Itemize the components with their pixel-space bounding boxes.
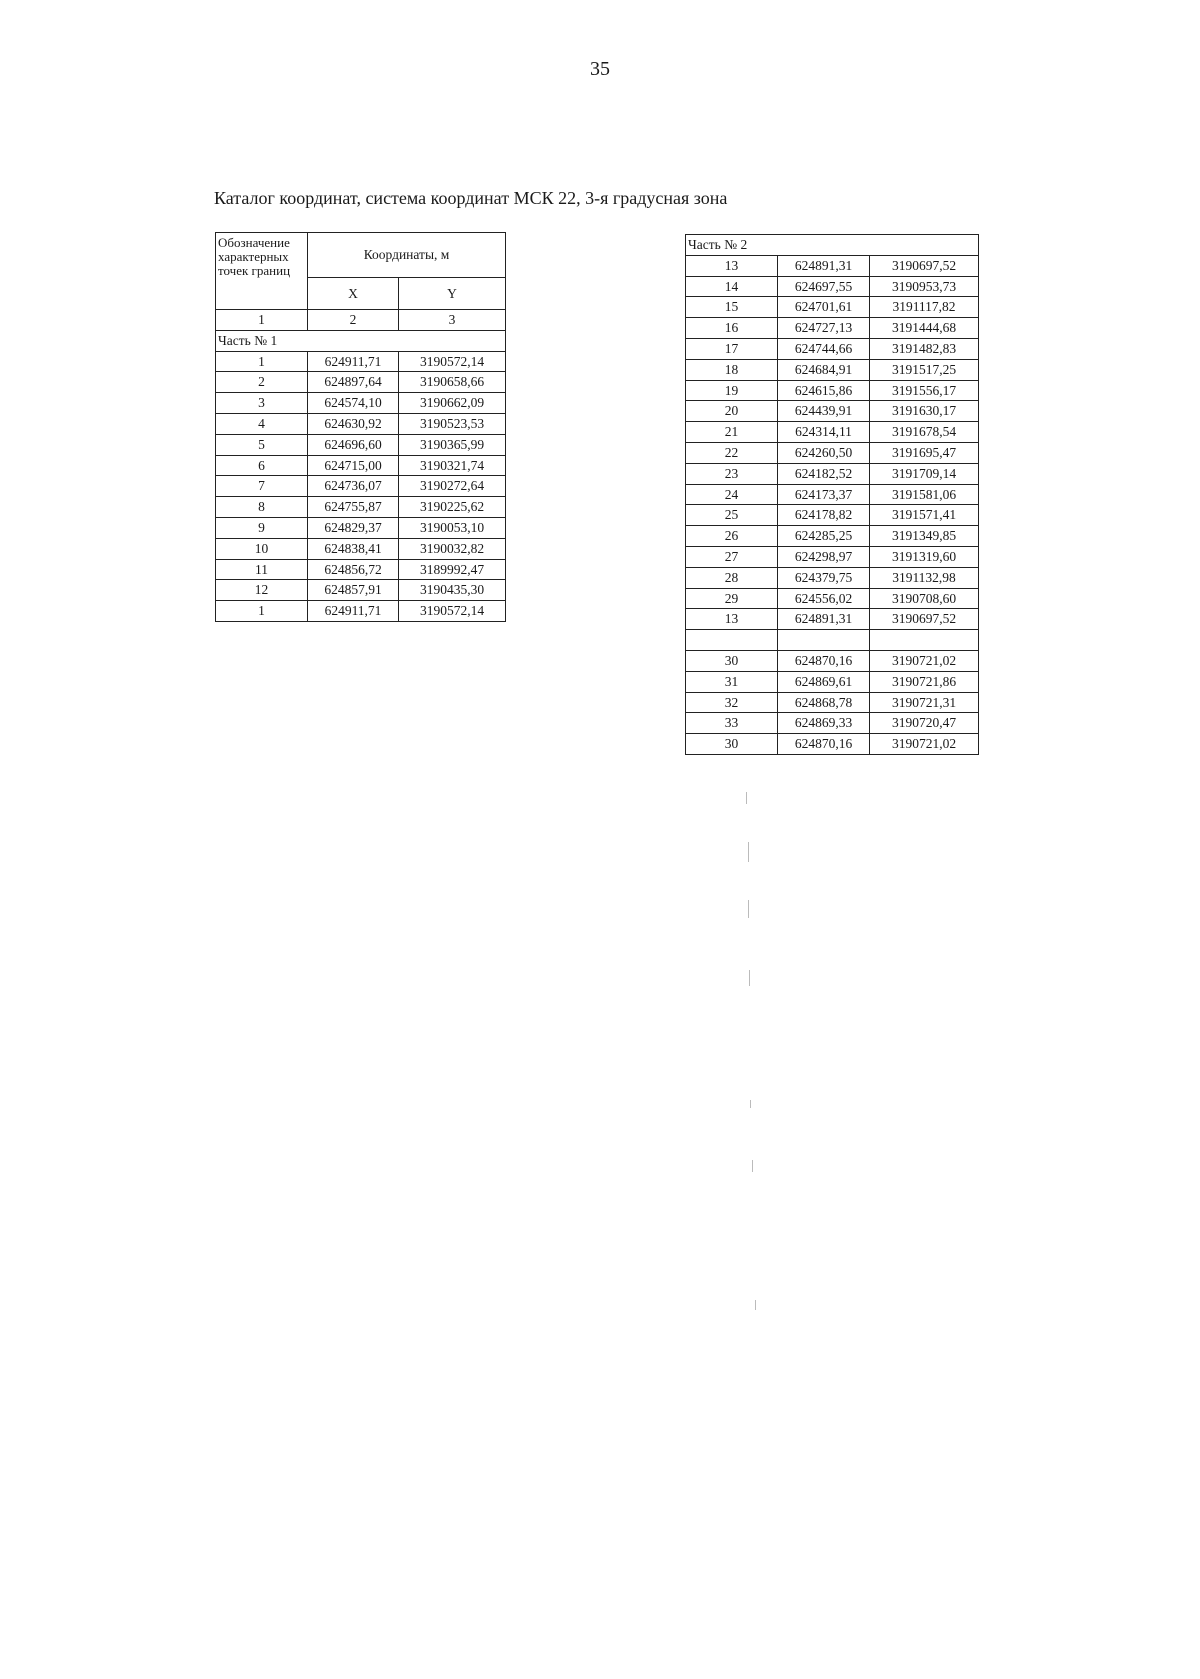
table-row — [686, 630, 979, 651]
x-coordinate: 624439,91 — [778, 401, 870, 422]
x-coordinate: 624869,61 — [778, 671, 870, 692]
table-row — [686, 318, 979, 339]
x-coordinate: 624856,72 — [308, 559, 399, 580]
y-coordinate: 3190721,31 — [870, 692, 979, 713]
point-number — [686, 630, 778, 651]
page-number: 35 — [590, 58, 610, 80]
y-coordinate: 3190523,53 — [399, 413, 506, 434]
point-number: 26 — [686, 526, 778, 547]
table-row — [686, 692, 979, 713]
y-coordinate: 3191444,68 — [870, 318, 979, 339]
point-number: 7 — [216, 476, 308, 497]
table-row — [216, 601, 506, 622]
x-coordinate: 624556,02 — [778, 588, 870, 609]
x-coordinate: 624574,10 — [308, 393, 399, 414]
coordinates-table-part-1 — [215, 232, 506, 622]
y-coordinate: 3191117,82 — [870, 297, 979, 318]
column-number-row — [216, 310, 506, 331]
part-label-row — [216, 330, 506, 351]
point-number: 13 — [686, 255, 778, 276]
scan-artifact — [748, 842, 749, 862]
table-row — [686, 505, 979, 526]
table-row — [686, 734, 979, 755]
table-row — [686, 422, 979, 443]
point-number: 25 — [686, 505, 778, 526]
x-coordinate: 624736,07 — [308, 476, 399, 497]
point-number: 32 — [686, 692, 778, 713]
point-number: 28 — [686, 567, 778, 588]
table-row — [686, 526, 979, 547]
point-number: 29 — [686, 588, 778, 609]
table-row — [216, 580, 506, 601]
y-coordinate: 3190721,86 — [870, 671, 979, 692]
x-coordinate: 624701,61 — [778, 297, 870, 318]
x-coordinate: 624715,00 — [308, 455, 399, 476]
point-number: 3 — [216, 393, 308, 414]
x-coordinate: 624615,86 — [778, 380, 870, 401]
point-number: 5 — [216, 434, 308, 455]
coordinates-table-part-2 — [685, 234, 979, 755]
y-coordinate: 3191678,54 — [870, 422, 979, 443]
y-coordinate: 3190697,52 — [870, 255, 979, 276]
scan-artifact — [750, 1100, 751, 1108]
y-coordinate: 3191581,06 — [870, 484, 979, 505]
point-number: 1 — [216, 601, 308, 622]
table-header-row — [216, 233, 506, 278]
point-number: 11 — [216, 559, 308, 580]
y-coordinate: 3191132,98 — [870, 567, 979, 588]
y-coordinate: 3190572,14 — [399, 351, 506, 372]
point-number: 2 — [216, 372, 308, 393]
table-body — [686, 255, 979, 754]
x-coordinate: 624868,78 — [778, 692, 870, 713]
y-coordinate — [870, 630, 979, 651]
table-row — [216, 559, 506, 580]
point-number: 22 — [686, 442, 778, 463]
y-coordinate: 3191571,41 — [870, 505, 979, 526]
scan-artifact — [749, 970, 750, 986]
scan-artifact — [752, 1160, 753, 1172]
y-coordinate: 3191695,47 — [870, 442, 979, 463]
table-row — [686, 338, 979, 359]
point-number: 16 — [686, 318, 778, 339]
header-designation: Обозначение характерных точек границ — [216, 233, 308, 310]
y-coordinate: 3190435,30 — [399, 580, 506, 601]
y-coordinate: 3190365,99 — [399, 434, 506, 455]
y-coordinate: 3191556,17 — [870, 380, 979, 401]
x-coordinate — [778, 630, 870, 651]
point-number: 1 — [216, 351, 308, 372]
x-coordinate: 624260,50 — [778, 442, 870, 463]
x-coordinate: 624870,16 — [778, 734, 870, 755]
y-coordinate: 3191482,83 — [870, 338, 979, 359]
table-row — [216, 538, 506, 559]
column-number: 2 — [308, 310, 399, 331]
y-coordinate: 3189992,47 — [399, 559, 506, 580]
x-coordinate: 624696,60 — [308, 434, 399, 455]
y-coordinate: 3191630,17 — [870, 401, 979, 422]
x-coordinate: 624182,52 — [778, 463, 870, 484]
point-number: 13 — [686, 609, 778, 630]
point-number: 10 — [216, 538, 308, 559]
table-row — [686, 255, 979, 276]
x-coordinate: 624298,97 — [778, 546, 870, 567]
x-coordinate: 624891,31 — [778, 609, 870, 630]
table-row — [216, 455, 506, 476]
x-coordinate: 624684,91 — [778, 359, 870, 380]
catalog-title: Каталог координат, система координат МСК 22, 3-я градусная зона — [214, 188, 728, 208]
point-number: 12 — [216, 580, 308, 601]
point-number: 6 — [216, 455, 308, 476]
header-coordinates: Координаты, м — [308, 233, 506, 278]
y-coordinate: 3190953,73 — [870, 276, 979, 297]
y-coordinate: 3190662,09 — [399, 393, 506, 414]
x-coordinate: 624869,33 — [778, 713, 870, 734]
y-coordinate: 3190721,02 — [870, 650, 979, 671]
table-row — [686, 671, 979, 692]
y-coordinate: 3190321,74 — [399, 455, 506, 476]
point-number: 17 — [686, 338, 778, 359]
table-row — [686, 359, 979, 380]
table-row — [216, 497, 506, 518]
point-number: 20 — [686, 401, 778, 422]
point-number: 14 — [686, 276, 778, 297]
scan-artifact — [748, 900, 749, 918]
y-coordinate: 3190720,47 — [870, 713, 979, 734]
point-number: 23 — [686, 463, 778, 484]
y-coordinate: 3190032,82 — [399, 538, 506, 559]
point-number: 15 — [686, 297, 778, 318]
point-number: 31 — [686, 671, 778, 692]
x-coordinate: 624173,37 — [778, 484, 870, 505]
table-row — [686, 567, 979, 588]
table-row — [686, 276, 979, 297]
x-coordinate: 624829,37 — [308, 517, 399, 538]
point-number: 30 — [686, 734, 778, 755]
point-number: 21 — [686, 422, 778, 443]
point-number: 18 — [686, 359, 778, 380]
table-row — [686, 546, 979, 567]
x-coordinate: 624838,41 — [308, 538, 399, 559]
table-row — [686, 588, 979, 609]
table-row — [686, 401, 979, 422]
x-coordinate: 624911,71 — [308, 601, 399, 622]
x-coordinate: 624870,16 — [778, 650, 870, 671]
x-coordinate: 624314,11 — [778, 422, 870, 443]
x-coordinate: 624727,13 — [778, 318, 870, 339]
scan-artifact — [755, 1300, 756, 1310]
column-number: 1 — [216, 310, 308, 331]
point-number: 4 — [216, 413, 308, 434]
table-body — [216, 351, 506, 621]
point-number: 30 — [686, 650, 778, 671]
x-coordinate: 624697,55 — [778, 276, 870, 297]
header-x: X — [308, 278, 399, 310]
table-row — [686, 463, 979, 484]
x-coordinate: 624755,87 — [308, 497, 399, 518]
table-row — [216, 476, 506, 497]
table-row — [216, 517, 506, 538]
y-coordinate: 3191709,14 — [870, 463, 979, 484]
point-number: 9 — [216, 517, 308, 538]
point-number: 27 — [686, 546, 778, 567]
table-row — [686, 297, 979, 318]
y-coordinate: 3190053,10 — [399, 517, 506, 538]
table-row — [216, 434, 506, 455]
x-coordinate: 624379,75 — [778, 567, 870, 588]
point-number: 8 — [216, 497, 308, 518]
table-row — [686, 713, 979, 734]
y-coordinate: 3190572,14 — [399, 601, 506, 622]
table-row — [216, 351, 506, 372]
y-coordinate: 3190708,60 — [870, 588, 979, 609]
table-row — [686, 380, 979, 401]
scan-artifact — [746, 792, 747, 804]
header-y: Y — [399, 278, 506, 310]
x-coordinate: 624857,91 — [308, 580, 399, 601]
x-coordinate: 624911,71 — [308, 351, 399, 372]
table-row — [216, 413, 506, 434]
part-label: Часть № 1 — [216, 330, 506, 351]
y-coordinate: 3190658,66 — [399, 372, 506, 393]
table-row — [686, 609, 979, 630]
part-label: Часть № 2 — [686, 235, 979, 256]
point-number: 24 — [686, 484, 778, 505]
x-coordinate: 624630,92 — [308, 413, 399, 434]
x-coordinate: 624897,64 — [308, 372, 399, 393]
point-number: 19 — [686, 380, 778, 401]
x-coordinate: 624744,66 — [778, 338, 870, 359]
table-row — [686, 650, 979, 671]
y-coordinate: 3191517,25 — [870, 359, 979, 380]
table-row — [686, 484, 979, 505]
y-coordinate: 3190721,02 — [870, 734, 979, 755]
y-coordinate: 3191349,85 — [870, 526, 979, 547]
table-row — [216, 372, 506, 393]
x-coordinate: 624891,31 — [778, 255, 870, 276]
table-row — [216, 393, 506, 414]
y-coordinate: 3190225,62 — [399, 497, 506, 518]
x-coordinate: 624178,82 — [778, 505, 870, 526]
column-number: 3 — [399, 310, 506, 331]
table-row — [686, 442, 979, 463]
y-coordinate: 3191319,60 — [870, 546, 979, 567]
point-number: 33 — [686, 713, 778, 734]
y-coordinate: 3190697,52 — [870, 609, 979, 630]
part-label-row — [686, 235, 979, 256]
x-coordinate: 624285,25 — [778, 526, 870, 547]
y-coordinate: 3190272,64 — [399, 476, 506, 497]
